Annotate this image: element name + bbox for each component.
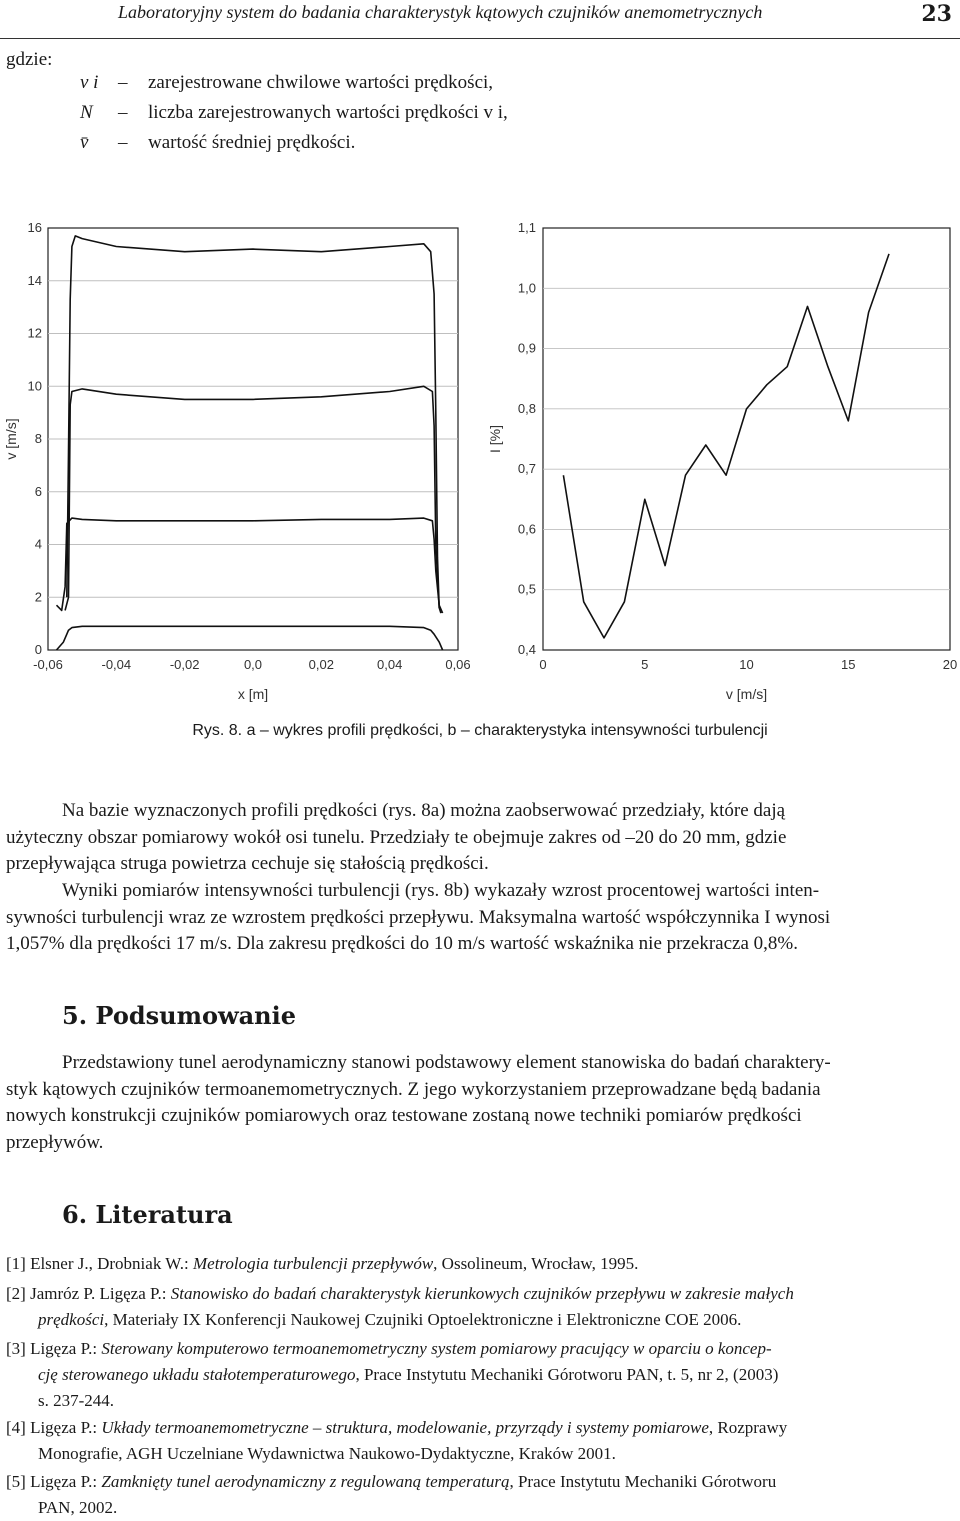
header-rule — [0, 38, 960, 39]
x-tick-label: 0,02 — [308, 657, 334, 672]
y-tick-label: 0,8 — [517, 400, 536, 416]
paragraph — [6, 878, 960, 958]
chart-turbulence-intensity — [487, 220, 957, 702]
x-tick-label: -0,06 — [33, 657, 63, 672]
running-header: Laboratoryjny system do badania charakterystyk kątowych czujników anemometrycznych — [118, 2, 763, 22]
reference-item — [6, 1336, 956, 1414]
series-line — [57, 626, 443, 650]
paragraph-line: nowych konstrukcji czujników pomiarowych oraz testowane zostaną nowe techniki pomiarów prędkości — [6, 1105, 802, 1126]
x-tick-label: 0,06 — [445, 657, 471, 672]
definition-dash: – — [118, 132, 128, 153]
x-axis-label: x [m] — [237, 686, 269, 702]
reference-item — [6, 1251, 956, 1277]
reference-author: Jamróz P. Ligęza P.: — [30, 1284, 167, 1303]
series-line — [65, 386, 441, 613]
section-heading: 5. Podsumowanie — [62, 1001, 297, 1030]
x-tick-label: 0,0 — [243, 657, 263, 672]
x-tick-label: 20 — [942, 657, 958, 672]
reference-author: Elsner J., Drobniak W.: — [30, 1254, 189, 1273]
reference-title: Stanowisko do badań charakterystyk kierunkowych czujników przepływu w zakresie małych — [170, 1284, 794, 1303]
paragraph — [6, 798, 960, 878]
reference-number: [3] — [6, 1339, 26, 1358]
reference-item — [6, 1469, 956, 1521]
figure-8 — [0, 208, 960, 708]
reference-item — [6, 1415, 956, 1467]
definition-symbol: N — [80, 102, 93, 123]
section-heading: 6. Literatura — [62, 1200, 233, 1229]
reference-details: , Materiały IX Konferencji Naukowej Czujniki Optoelektroniczne i Elektroniczne COE 2006. — [104, 1310, 742, 1329]
definition-text: wartość średniej prędkości. — [148, 132, 356, 153]
paragraph-line: użyteczny obszar pomiarowy wokół osi tunelu. Przedziały te obejmuje zakres od –20 do 20 mm, gdzie — [6, 826, 787, 848]
reference-details: , Prace Instytutu Mechaniki Górotworu PAN, t. 5, nr 2, (2003) — [355, 1365, 779, 1384]
reference-number: [2] — [6, 1284, 26, 1303]
definition-symbol: v i — [80, 72, 99, 93]
reference-title: Metrologia turbulencji przepływów — [192, 1254, 434, 1273]
reference-details: Monografie, AGH Uczelniane Wydawnictwa Naukowo-Dydaktyczne, Kraków 2001. — [38, 1444, 616, 1463]
x-tick-label: 10 — [739, 657, 754, 672]
chart-velocity-profiles — [3, 220, 471, 702]
reference-details: PAN, 2002. — [38, 1498, 118, 1517]
definition-dash: – — [118, 102, 128, 123]
x-tick-label: 5 — [641, 657, 649, 672]
definitions-intro: gdzie: — [6, 49, 53, 70]
definition-dash: – — [118, 72, 128, 93]
paragraph-line: Przedstawiony tunel aerodynamiczny stanowi podstawowy element stanowiska do badań charaktery- — [62, 1052, 831, 1073]
reference-item — [6, 1281, 956, 1333]
series-line — [563, 254, 889, 638]
paragraph-line: Wyniki pomiarów intensywności turbulencji (rys. 8b) wykazały wzrost procentowej wartości inten- — [62, 880, 820, 901]
reference-details: s. 237-244. — [38, 1391, 115, 1410]
y-axis-label: v [m/s] — [3, 418, 19, 460]
x-tick-label: 0 — [539, 657, 547, 672]
y-tick-label: 12 — [27, 325, 42, 341]
reference-title: cję sterowanego układu stałotemperaturowego — [38, 1365, 356, 1384]
series-line — [67, 236, 439, 608]
x-tick-label: 15 — [841, 657, 856, 672]
y-axis-label: I [%] — [487, 424, 503, 454]
y-tick-label: 2 — [34, 589, 42, 605]
x-tick-label: -0,04 — [101, 657, 132, 672]
y-tick-label: 8 — [34, 431, 42, 446]
y-tick-label: 0,4 — [517, 642, 536, 657]
x-tick-label: 0,04 — [377, 657, 403, 672]
reference-details: , Ossolineum, Wrocław, 1995. — [433, 1254, 639, 1273]
reference-number: [1] — [6, 1254, 26, 1273]
series-line — [57, 518, 443, 613]
paragraph-line: Na bazie wyznaczonych profili prędkości (rys. 8a) można zaobserwować przedziały, które dają — [62, 800, 786, 821]
y-tick-label: 0,6 — [517, 521, 536, 537]
reference-title: prędkości — [38, 1310, 105, 1329]
reference-number: [4] — [6, 1418, 26, 1437]
reference-title: Sterowany komputerowo termoanemometryczny system pomiarowy pracujący w oparciu o koncep- — [101, 1339, 772, 1358]
y-tick-label: 16 — [27, 220, 42, 235]
reference-title: Zamknięty tunel aerodynamiczny z regulowaną temperaturą — [101, 1472, 510, 1491]
figure-caption: Rys. 8. a – wykres profili prędkości, b – charakterystyka intensywności turbulencji — [192, 722, 768, 739]
definition-text: zarejestrowane chwilowe wartości prędkości, — [148, 72, 494, 93]
definition-item — [80, 72, 493, 94]
x-axis-label: v [m/s] — [725, 686, 768, 702]
definition-item — [80, 132, 355, 154]
definition-item — [80, 102, 508, 124]
y-tick-label: 1,0 — [517, 280, 536, 296]
y-tick-label: 14 — [27, 272, 42, 288]
reference-details: , Rozprawy — [708, 1418, 788, 1437]
page-number: 23 — [921, 1, 952, 27]
paragraph-line: styk kątowych czujników termoanemometrycznych. Z jego wykorzystaniem przeprowadzane będą badania — [6, 1078, 821, 1100]
reference-details: , Prace Instytutu Mechaniki Górotworu — [509, 1472, 777, 1491]
paragraph-line: 1,057% dla prędkości 17 m/s. Dla zakresu prędkości do 10 m/s wartość wskaźnika nie przekracza 0,8%. — [6, 933, 798, 954]
y-tick-label: 10 — [27, 378, 42, 394]
paragraph-line: sywności turbulencji wraz ze wzrostem prędkości przepływu. Maksymalna wartość współczynnika I wynosi — [6, 906, 831, 928]
y-tick-label: 4 — [34, 536, 42, 552]
paragraph-line: przepływająca struga powietrza cechuje się stałością prędkości. — [6, 853, 489, 874]
paragraph — [6, 1050, 960, 1156]
reference-number: [5] — [6, 1472, 26, 1491]
reference-author: Ligęza P.: — [30, 1418, 98, 1437]
reference-author: Ligęza P.: — [30, 1472, 98, 1491]
reference-author: Ligęza P.: — [30, 1339, 98, 1358]
reference-title: Układy termoanemometryczne – struktura, modelowanie, przyrządy i systemy pomiarowe — [101, 1418, 709, 1437]
plot-frame — [543, 228, 950, 650]
y-tick-label: 0,7 — [517, 461, 536, 477]
y-tick-label: 0,9 — [517, 340, 536, 356]
y-tick-label: 0 — [34, 642, 42, 657]
definition-symbol: v̄ — [80, 132, 89, 153]
y-tick-label: 1,1 — [517, 220, 536, 235]
definition-text: liczba zarejestrowanych wartości prędkości v i, — [148, 102, 508, 123]
paragraph-line: przepływów. — [6, 1131, 104, 1153]
y-tick-label: 6 — [34, 483, 42, 499]
y-tick-label: 0,5 — [517, 581, 536, 597]
x-tick-label: -0,02 — [169, 657, 200, 672]
